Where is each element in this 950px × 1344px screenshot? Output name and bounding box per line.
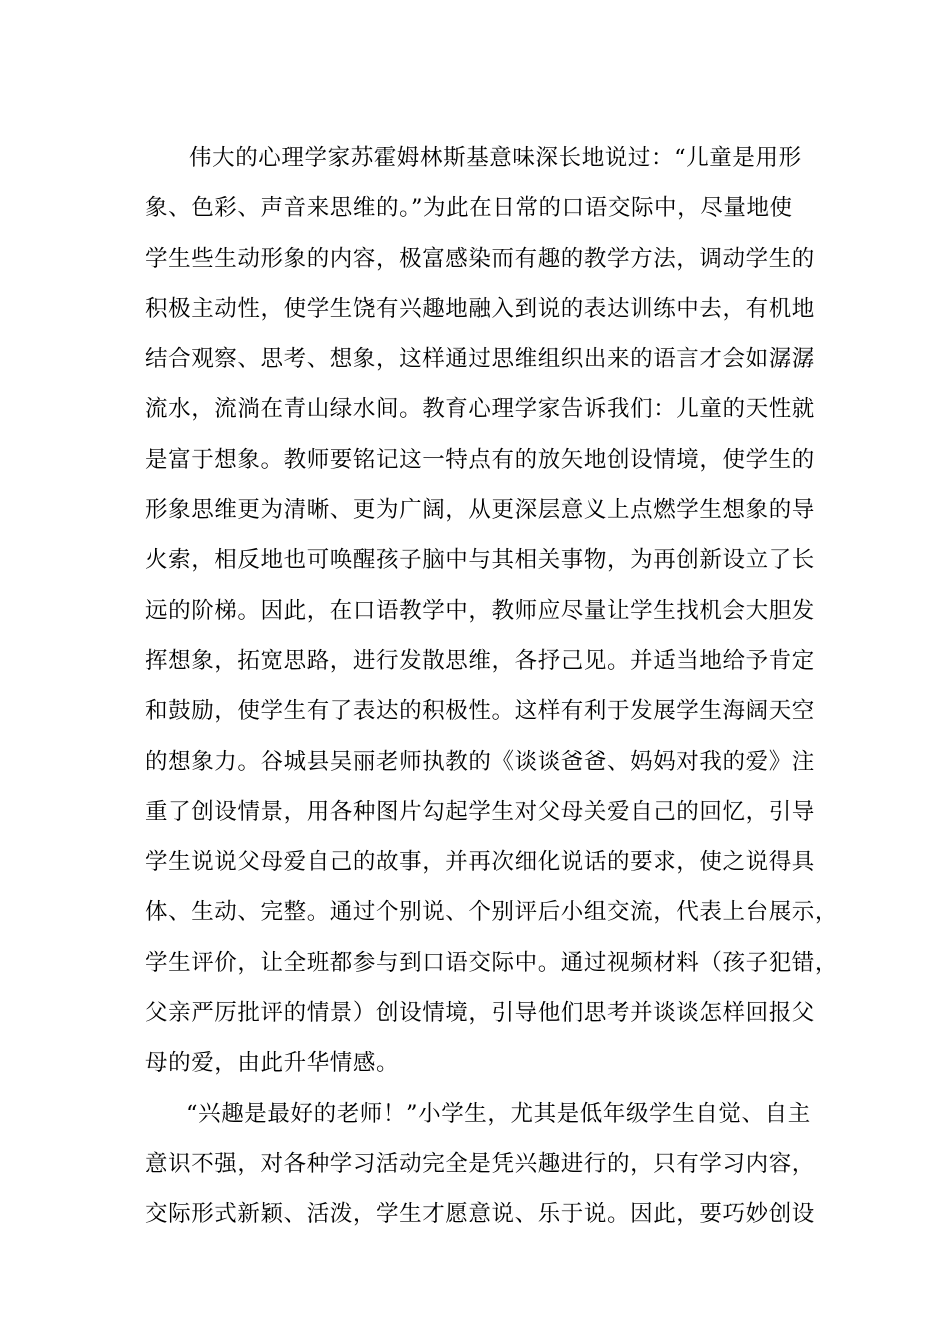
text-line: 流水，流淌在青山绿水间。教育心理学家告诉我们：儿童的天性就 <box>145 396 815 423</box>
text-line: 远的阶梯。因此，在口语教学中，教师应尽量让学生找机会大胆发 <box>145 597 815 624</box>
text-line: 体、生动、完整。通过个别说、个别评后小组交流，代表上台展示， <box>145 899 839 926</box>
text-line: 结合观察、思考、想象，这样通过思维组织出来的语言才会如潺潺 <box>145 346 815 373</box>
text-line: 是富于想象。教师要铭记这一特点有的放矢地创设情境，使学生的 <box>145 446 815 473</box>
paragraph-2 <box>145 1089 825 1240</box>
text-line: 学生些生动形象的内容，极富感染而有趣的教学方法，调动学生的 <box>145 245 815 272</box>
paragraph-1 <box>145 133 839 1089</box>
text-line: 父亲严厉批评的情景）创设情境，引导他们思考并谈谈怎样回报父 <box>145 1000 815 1027</box>
text-line: 火索，相反地也可唤醒孩子脑中与其相关事物，为再创新设立了长 <box>145 547 815 574</box>
text-line: 象、色彩、声音来思维的。”为此在日常的口语交际中，尽量地使 <box>145 195 793 222</box>
text-line: 重了创设情景，用各种图片勾起学生对父母关爱自己的回忆，引导 <box>145 798 815 825</box>
text-line: 形象思维更为清晰、更为广阔，从更深层意义上点燃学生想象的导 <box>145 497 815 524</box>
text-line: 交际形式新颖、活泼，学生才愿意说、乐于说。因此，要巧妙创设 <box>145 1201 815 1228</box>
text-line: 和鼓励，使学生有了表达的积极性。这样有利于发展学生海阔天空 <box>145 698 815 725</box>
text-line: 挥想象，拓宽思路，进行发散思维，各抒己见。并适当地给予肯定 <box>145 647 815 674</box>
text-line: 的想象力。谷城县吴丽老师执教的《谈谈爸爸、妈妈对我的爱》注 <box>145 748 815 775</box>
text-line: 意识不强，对各种学习活动完全是凭兴趣进行的，只有学习内容， <box>145 1150 815 1177</box>
text-line: “兴趣是最好的老师！”小学生，尤其是低年级学生自觉、自主 <box>186 1100 811 1127</box>
text-line: 母的爱，由此升华情感。 <box>145 1050 400 1077</box>
text-line: 学生评价，让全班都参与到口语交际中。通过视频材料（孩子犯错， <box>145 949 839 976</box>
text-line: 积极主动性，使学生饶有兴趣地融入到说的表达训练中去，有机地 <box>145 295 815 322</box>
text-line: 学生说说父母爱自己的故事，并再次细化说话的要求，使之说得具 <box>145 849 815 876</box>
text-line: 伟大的心理学家苏霍姆林斯基意味深长地说过：“儿童是用形 <box>189 145 802 171</box>
body-text <box>145 133 839 1240</box>
